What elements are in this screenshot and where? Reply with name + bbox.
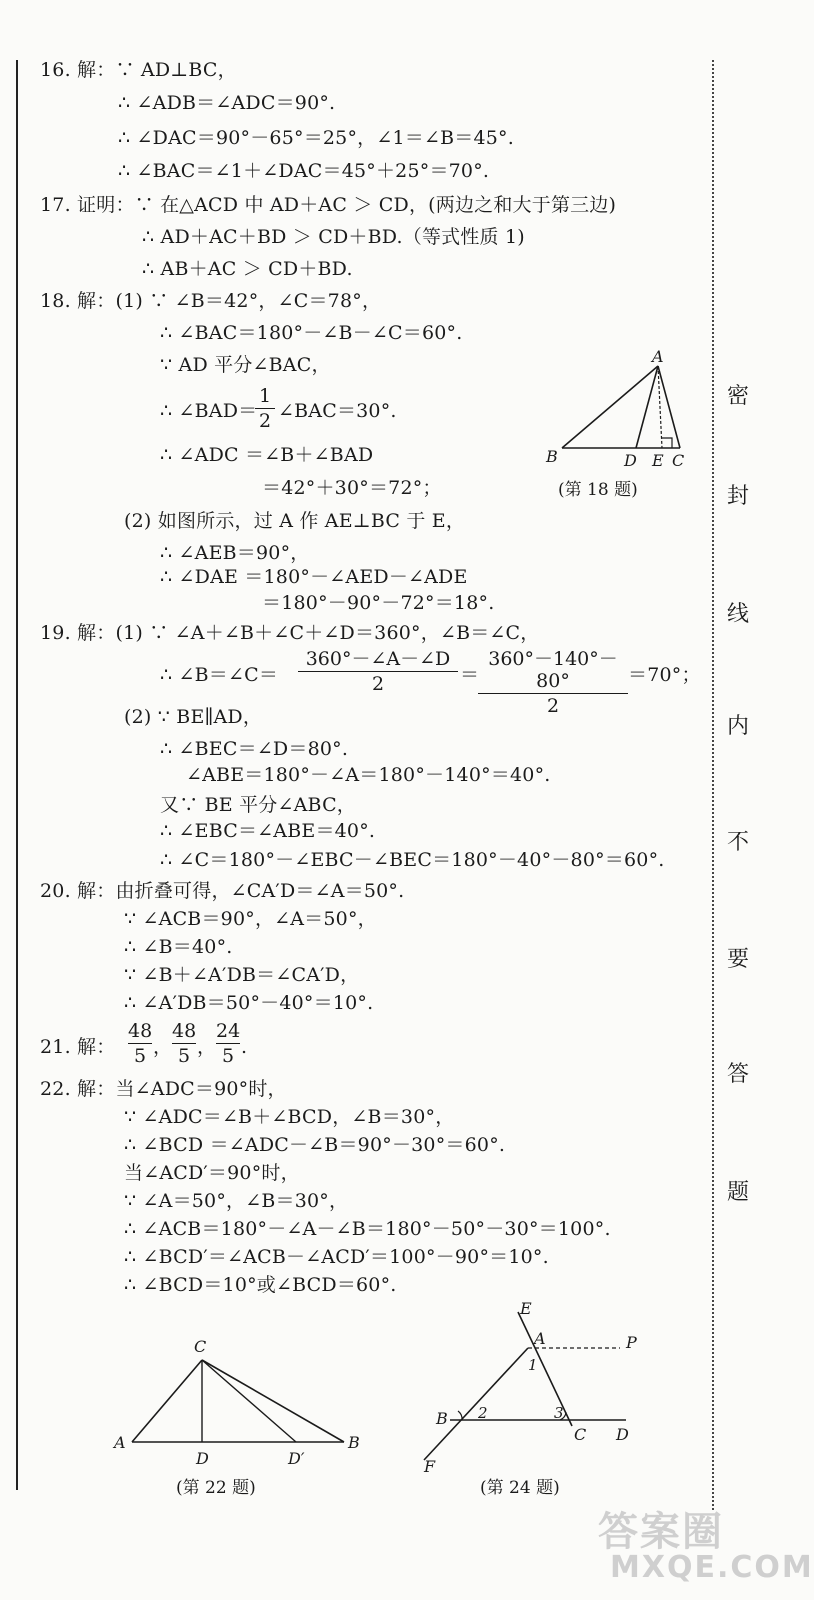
fig18-label-b: B <box>546 447 558 466</box>
margin-char-3: 线 <box>726 602 749 627</box>
q21-separator-1: ， <box>153 1036 173 1058</box>
q19-line-3: (2) ∵ BE∥AD， <box>124 706 263 728</box>
fig24-label-e: E <box>520 1299 532 1318</box>
left-binding-rule <box>16 60 18 1490</box>
margin-char-8: 题 <box>726 1180 749 1205</box>
fraction-q21-third: 24 5 <box>216 1020 241 1067</box>
figure-24 <box>410 1300 660 1475</box>
fig18-caption: (第 18 题) <box>558 480 638 500</box>
fig22-caption: (第 22 题) <box>176 1478 256 1498</box>
fig18-segment-ab <box>562 366 658 448</box>
fig24-label-c: C <box>574 1425 587 1444</box>
q22-line-4: 当∠ACD′＝90°时， <box>124 1162 300 1184</box>
q22-line-2: ∵ ∠ADC＝∠B＋∠BCD，∠B＝30°， <box>124 1106 455 1128</box>
margin-char-2: 封 <box>726 484 749 509</box>
fig18-segment-ac <box>658 366 680 448</box>
q20-line-1: 20. 解：由折叠可得，∠CA′D＝∠A＝50°. <box>40 880 405 902</box>
q16-line-1: 16. 解：∵ AD⊥BC， <box>40 59 237 81</box>
fraction-one-half: 1 2 <box>255 385 275 432</box>
fig24-caption: (第 24 题) <box>480 1478 560 1498</box>
q18-line-10: ＝180°－90°－72°＝18°. <box>262 592 495 614</box>
fig24-line-fa <box>424 1348 528 1460</box>
q21-end: . <box>241 1036 248 1058</box>
q22-line-3: ∴ ∠BCD ＝∠ADC－∠B＝90°－30°＝60°. <box>124 1134 506 1156</box>
fraction-q21-first: 48 5 <box>128 1020 153 1067</box>
q22-line-1: 22. 解：当∠ADC＝90°时， <box>40 1078 287 1100</box>
q19-line-5: ∠ABE＝180°－∠A＝180°－140°＝40°. <box>186 764 551 786</box>
q17-line-2: ∴ AD＋AC＋BD ＞ CD＋BD.（等式性质 1) <box>142 226 525 248</box>
q18-line-1: 18. 解：(1) ∵ ∠B＝42°，∠C＝78°， <box>40 290 382 312</box>
figure-18 <box>540 347 700 472</box>
q22-line-6: ∴ ∠ACB＝180°－∠A－∠B＝180°－50°－30°＝100°. <box>124 1218 611 1240</box>
fig22-segment-cb <box>202 1360 344 1442</box>
fig22-label-d: D <box>196 1449 209 1468</box>
fig22-label-d-prime: D′ <box>288 1449 305 1468</box>
q18-line-3: ∵ AD 平分∠BAC， <box>160 354 331 376</box>
fig22-label-c: C <box>194 1337 207 1356</box>
margin-char-4: 内 <box>726 714 749 739</box>
fig24-label-3: 3 <box>554 1404 564 1422</box>
q19-line-7: ∴ ∠EBC＝∠ABE＝40°. <box>160 820 376 842</box>
q19-line-2c: ＝70°； <box>628 664 701 686</box>
fig18-segment-ad <box>636 366 658 448</box>
figure-22 <box>110 1332 370 1472</box>
q22-line-8: ∴ ∠BCD＝10°或∠BCD＝60°. <box>124 1274 397 1296</box>
q18-line-5: ∴ ∠ADC ＝∠B＋∠BAD <box>160 444 374 466</box>
fig24-label-a: A <box>534 1329 546 1348</box>
q22-line-7: ∴ ∠BCD′＝∠ACB－∠ACD′＝100°－90°＝10°. <box>124 1246 549 1268</box>
fig18-label-c: C <box>672 451 685 470</box>
margin-char-5: 不 <box>726 830 749 855</box>
fig18-label-e: E <box>652 451 664 470</box>
q20-line-5: ∴ ∠A′DB＝50°－40°＝10°. <box>124 992 374 1014</box>
q17-line-1: 17. 证明：∵ 在△ACD 中 AD＋AC ＞ CD，(两边之和大于第三边) <box>40 194 617 216</box>
q18-line-4b: ∠BAC＝30°. <box>278 400 397 422</box>
q19-line-1: 19. 解：(1) ∵ ∠A＋∠B＋∠C＋∠D＝360°，∠B＝∠C， <box>40 622 540 644</box>
fig22-label-b: B <box>348 1433 360 1452</box>
q18-line-7: (2) 如图所示，过 A 作 AE⊥BC 于 E， <box>124 510 466 532</box>
q18-line-9: ∴ ∠DAE ＝180°－∠AED－∠ADE <box>160 566 468 588</box>
q19-line-8: ∴ ∠C＝180°－∠EBC－∠BEC＝180°－40°－80°＝60°. <box>160 849 665 871</box>
q20-line-4: ∵ ∠B＋∠A′DB＝∠CA′D， <box>124 964 360 986</box>
q19-line-2a: ∴ ∠B＝∠C＝ <box>160 664 279 686</box>
q20-line-2: ∵ ∠ACB＝90°，∠A＝50°， <box>124 908 377 930</box>
q22-line-5: ∵ ∠A＝50°，∠B＝30°， <box>124 1190 349 1212</box>
watermark-url: MXQE.COM <box>610 1550 814 1585</box>
fig22-segment-ac <box>132 1360 202 1442</box>
fig24-label-p: P <box>626 1333 637 1352</box>
q19-line-2b: ＝ <box>460 664 480 686</box>
fig18-label-a: A <box>652 347 664 366</box>
fraction-q19-general: 360°－∠A－∠D 2 <box>298 648 458 695</box>
fig18-right-angle-mark <box>662 438 672 448</box>
fig24-label-2: 2 <box>478 1404 488 1422</box>
q18-line-6: ＝42°＋30°＝72°； <box>262 477 442 499</box>
q19-line-4: ∴ ∠BEC＝∠D＝80°. <box>160 738 349 760</box>
watermark-logo: 答案圈 <box>598 1509 724 1555</box>
fraction-q21-second: 48 5 <box>172 1020 197 1067</box>
q19-line-6: 又∵ BE 平分∠ABC， <box>160 794 357 816</box>
fig24-label-b: B <box>436 1409 448 1428</box>
q16-line-2: ∴ ∠ADB＝∠ADC＝90°. <box>118 92 336 114</box>
q16-line-4: ∴ ∠BAC＝∠1＋∠DAC＝45°＋25°＝70°. <box>118 160 490 182</box>
q18-line-2: ∴ ∠BAC＝180°－∠B－∠C＝60°. <box>160 322 463 344</box>
q20-line-3: ∴ ∠B＝40°. <box>124 936 233 958</box>
fraction-q19-numeric: 360°－140°－80° 2 <box>478 648 628 717</box>
q21-label: 21. 解： <box>40 1036 116 1058</box>
q17-line-3: ∴ AB＋AC ＞ CD＋BD. <box>142 258 353 280</box>
fig22-label-a: A <box>114 1433 126 1452</box>
fig24-label-f: F <box>424 1457 436 1476</box>
fig24-label-d: D <box>616 1425 629 1444</box>
margin-char-1: 密 <box>726 384 749 409</box>
q16-line-3: ∴ ∠DAC＝90°－65°＝25°，∠1＝∠B＝45°. <box>118 127 514 149</box>
q21-separator-2: ， <box>197 1036 217 1058</box>
q18-line-8: ∴ ∠AEB＝90°， <box>160 542 310 564</box>
seal-dotted-line <box>712 60 714 1510</box>
q18-line-4a: ∴ ∠BAD＝ <box>160 400 258 422</box>
margin-char-7: 答 <box>726 1062 749 1087</box>
fig22-segment-cd-prime <box>202 1360 296 1442</box>
margin-char-6: 要 <box>726 947 749 972</box>
fig18-label-d: D <box>624 451 637 470</box>
fig24-label-1: 1 <box>528 1356 538 1374</box>
